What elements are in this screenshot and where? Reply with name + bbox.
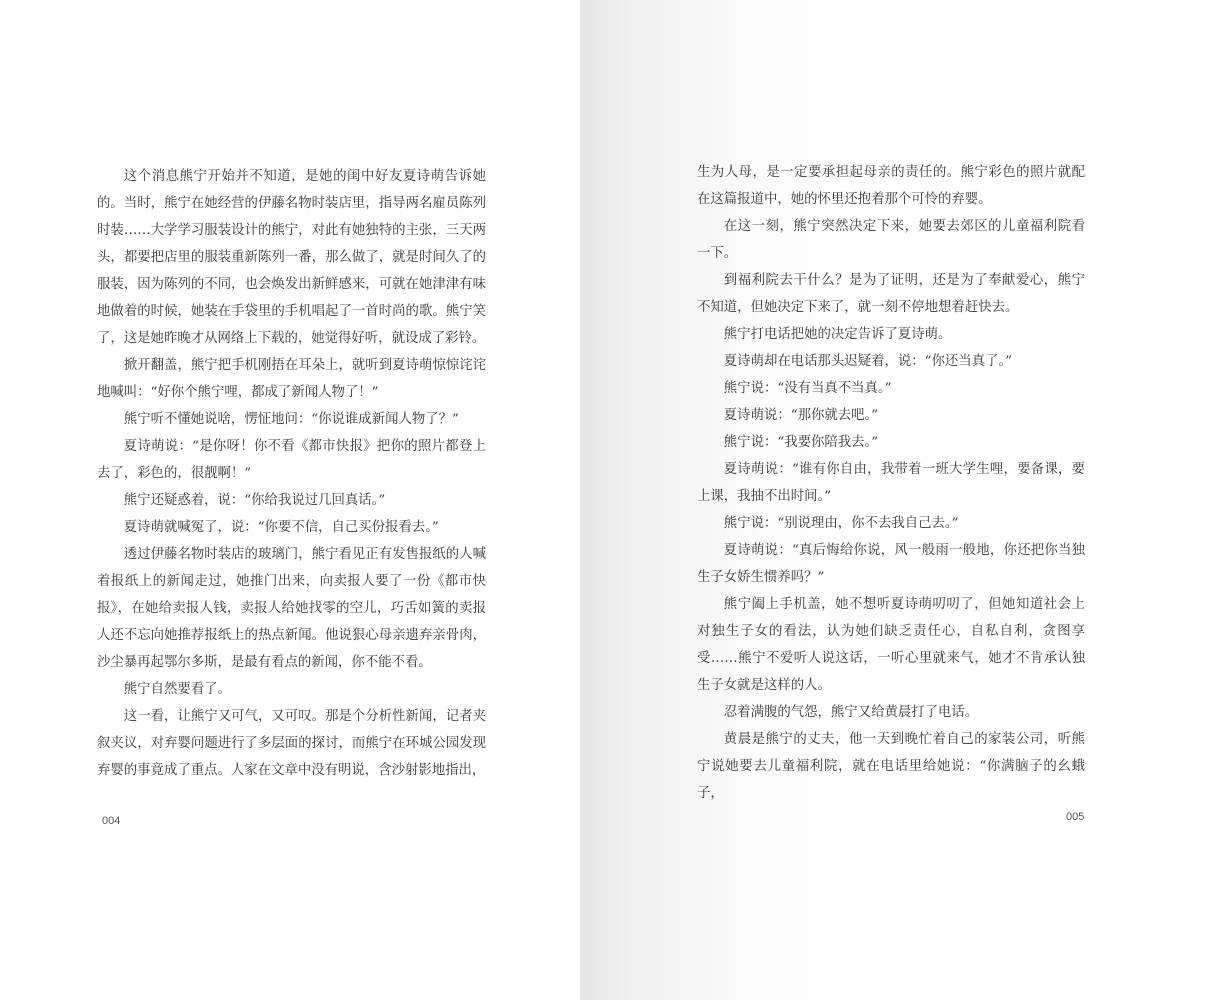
page-number-left: 004 — [102, 815, 121, 827]
paragraph: 夏诗萌说：“真后悔给你说，风一般雨一般地，你还把你当独生子女娇生惯养吗？” — [697, 543, 1085, 585]
paragraph: 忍着满腹的气怨，熊宁又给黄晨打了电话。 — [723, 705, 979, 720]
paragraph: 熊宁自然要看了。 — [123, 682, 231, 697]
paragraph: 掀开翻盖，熊宁把手机刚捂在耳朵上，就听到夏诗萌惊惊诧诧地喊叫：“好你个熊宁哩，都成了新闻人物了！” — [97, 358, 486, 400]
paragraph: 黄晨是熊宁的丈夫，他一天到晚忙着自己的家装公司，听熊宁说她要去儿童福利院，就在电话里给她说：“你满脑子的幺蛾子， — [697, 732, 1085, 801]
paragraph: 夏诗萌说：“那你就去吧。” — [723, 408, 879, 423]
paragraph: 熊宁打电话把她的决定告诉了夏诗萌。 — [723, 327, 952, 342]
paragraph: 夏诗萌说：“谁有你自由，我带着一班大学生哩，要备课，要上课，我抽不出时间。” — [697, 462, 1085, 504]
paragraph: 到福利院去干什么？是为了证明，还是为了奉献爱心，熊宁不知道，但她决定下来了，就一刻不停地想着赶快去。 — [697, 273, 1085, 315]
paragraph: 这一看，让熊宁又可气，又可叹。那是个分析性新闻，记者夹叙夹议，对弃婴问题进行了多层面的探讨，而熊宁在环城公园发现弃婴的事竟成了重点。人家在文章中没有明说，含沙射影地指出， — [97, 709, 486, 778]
paragraph: 熊宁听不懂她说啥，愣怔地问：“你说谁成新闻人物了？” — [123, 412, 459, 427]
left-page-text — [97, 163, 486, 784]
paragraph: 熊宁说：“我要你陪我去。” — [723, 435, 879, 450]
paragraph: 透过伊藤名物时装店的玻璃门，熊宁看见正有发售报纸的人喊着报纸上的新闻走过，她推门出来，向卖报人要了一份《都市快报》，在她给卖报人钱，卖报人给她找零的空儿，巧舌如簧的卖报人还不忘向她推荐报纸上的热点新闻。他说狠心母亲遗弃亲骨肉，沙尘暴再起鄂尔多斯，是最有看点的新闻，你不能不看。 — [97, 547, 486, 670]
left-page — [0, 0, 580, 1000]
continued-paragraph: 生为人母，是一定要承担起母亲的责任的。熊宁彩色的照片就配在这篇报道中，她的怀里还抱着那个可怜的弃婴。 — [697, 165, 1085, 207]
paragraph: 熊宁阖上手机盖，她不想听夏诗萌叨叨了，但她知道社会上对独生子女的看法，认为她们缺乏责任心，自私自利，贪图享受……熊宁不爱听人说这话，一听心里就来气，她才不肯承认独生子女就是这样的人。 — [697, 597, 1085, 693]
paragraph: 夏诗萌说：“是你呀！你不看《都市快报》把你的照片都登上去了，彩色的，很靓啊！” — [97, 439, 486, 481]
right-page-text — [697, 159, 1085, 807]
paragraph: 熊宁说：“别说理由，你不去我自己去。” — [723, 516, 959, 531]
paragraph: 在这一刻，熊宁突然决定下来，她要去郊区的儿童福利院看一下。 — [697, 219, 1085, 261]
paragraph: 夏诗萌却在电话那头迟疑着，说：“你还当真了。” — [723, 354, 1012, 369]
paragraph: 这个消息熊宁开始并不知道，是她的闺中好友夏诗萌告诉她的。当时，熊宁在她经营的伊藤名物时装店里，指导两名雇员陈列时装……大学学习服装设计的熊宁，对此有她独特的主张，三天两头，都要把店里的服装重新陈列一番，那么做了，就是时间久了的服装，因为陈列的不同，也会焕发出新鲜感来，可就在她津津有味地做着的时候，她装在手袋里的手机唱起了一首时尚的歌。熊宁笑了，这是她昨晚才从网络上下载的，她觉得好听，就设成了彩铃。 — [97, 169, 486, 346]
paragraph: 熊宁还疑惑着，说：“你给我说过几回真话。” — [123, 493, 386, 508]
paragraph: 夏诗萌就喊冤了，说：“你要不信，自己买份报看去。” — [123, 520, 439, 535]
page-number-right: 005 — [1066, 811, 1085, 823]
right-page — [580, 0, 1214, 1000]
paragraph: 熊宁说：“没有当真不当真。” — [723, 381, 892, 396]
